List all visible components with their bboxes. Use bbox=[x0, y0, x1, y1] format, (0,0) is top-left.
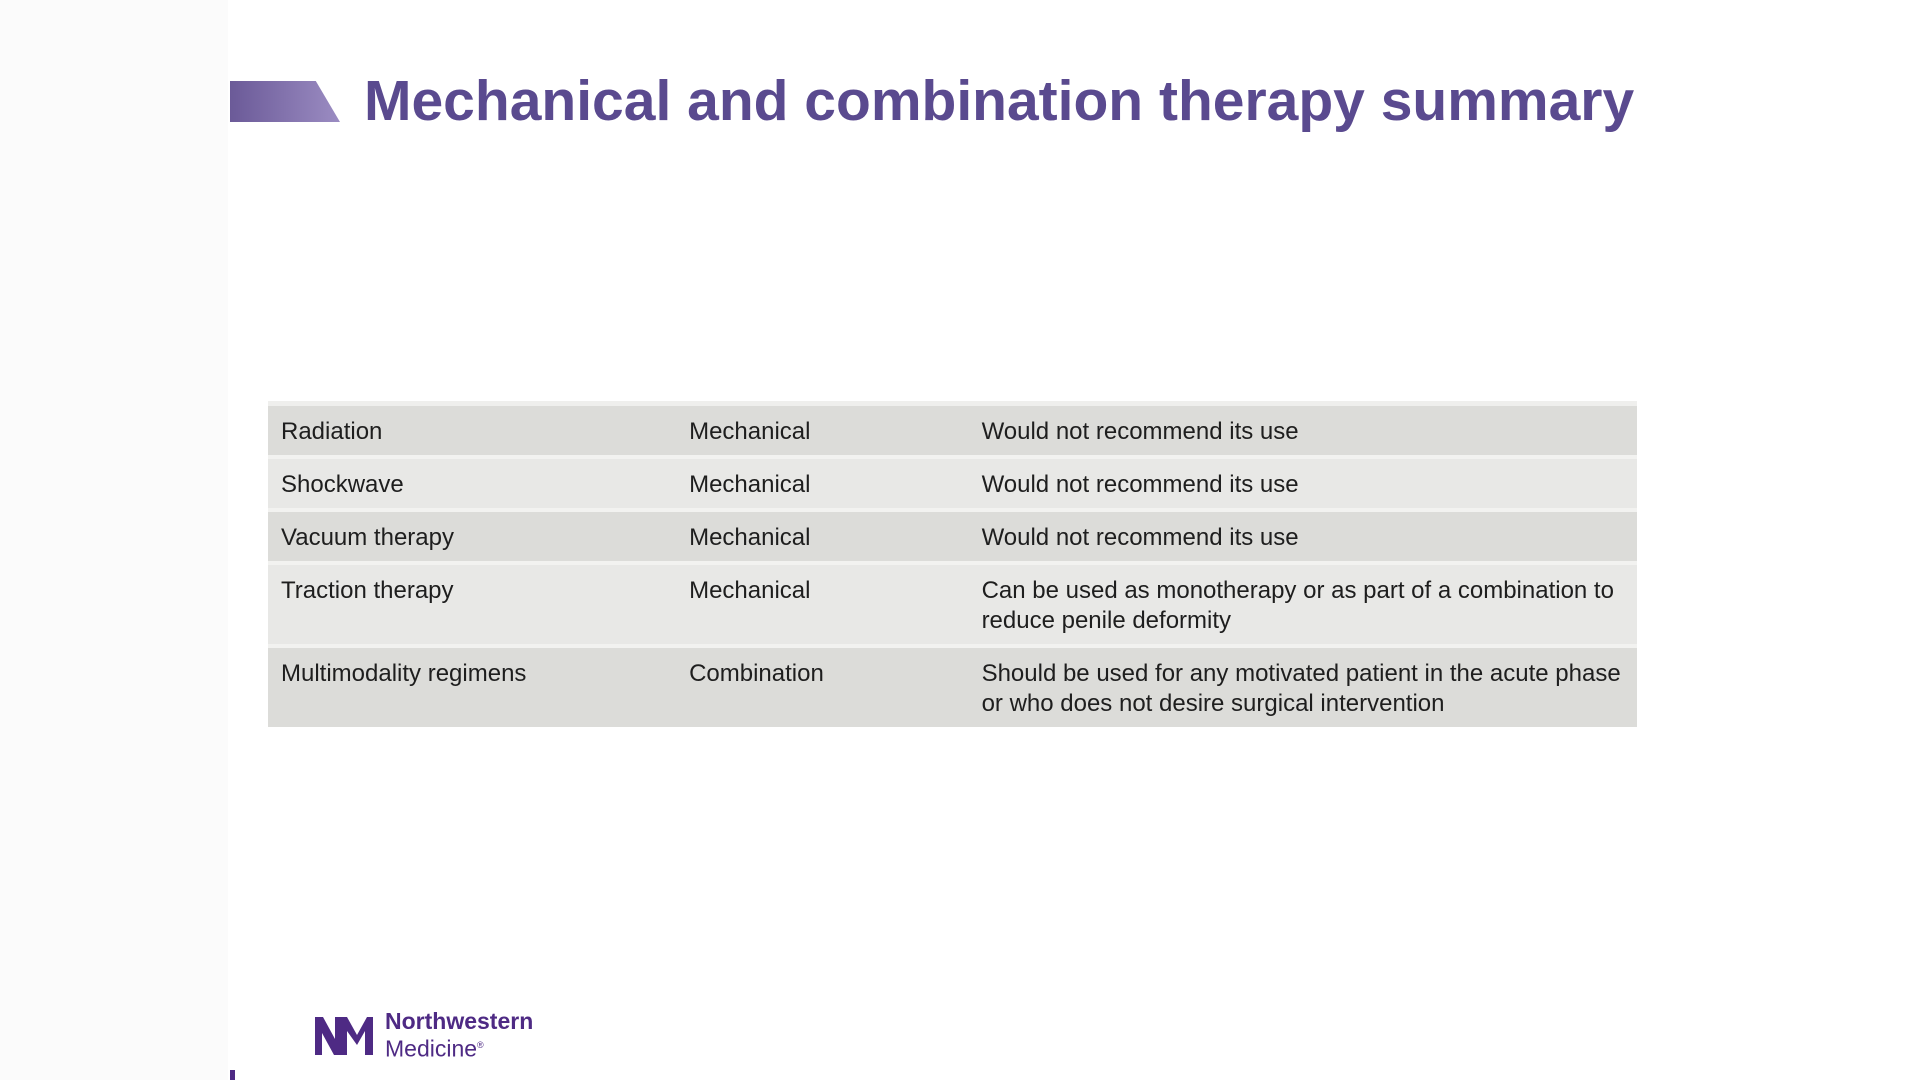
table-row bbox=[268, 646, 1637, 727]
recommendation-cell: Can be used as monotherapy or as part of a combination to reduce penile deformity bbox=[981, 577, 1614, 634]
type-cell: Mechanical bbox=[689, 471, 811, 498]
nm-monogram-icon bbox=[313, 1013, 375, 1057]
treatment-cell: Radiation bbox=[281, 418, 383, 445]
slide-title: Mechanical and combination therapy summary bbox=[364, 69, 1635, 133]
type-cell: Combination bbox=[689, 660, 824, 687]
recommendation-cell: Would not recommend its use bbox=[981, 524, 1299, 551]
registered-mark: ® bbox=[477, 1040, 484, 1051]
logo-line2 bbox=[385, 1033, 533, 1061]
table-row bbox=[268, 510, 1637, 563]
therapy-summary-table bbox=[268, 401, 1637, 727]
treatment-cell: Traction therapy bbox=[281, 577, 454, 604]
type-cell: Mechanical bbox=[689, 577, 811, 604]
treatment-cell: Multimodality regimens bbox=[281, 660, 527, 687]
table-row bbox=[268, 563, 1637, 646]
corner-mark bbox=[230, 1070, 235, 1080]
recommendation-cell: Would not recommend its use bbox=[981, 471, 1299, 498]
treatment-cell: Vacuum therapy bbox=[281, 524, 454, 551]
type-cell: Mechanical bbox=[689, 524, 811, 551]
table-row bbox=[268, 404, 1637, 458]
logo-wordmark bbox=[385, 1009, 533, 1061]
title-accent-bar bbox=[230, 81, 340, 122]
treatment-cell: Shockwave bbox=[281, 471, 404, 498]
logo-line2-text: Medicine bbox=[385, 1035, 478, 1062]
recommendation-cell: Should be used for any motivated patient in the acute phase or who does not desire surgical intervention bbox=[981, 660, 1621, 717]
type-cell: Mechanical bbox=[689, 418, 811, 445]
recommendation-cell: Would not recommend its use bbox=[981, 418, 1299, 445]
left-gutter bbox=[0, 0, 228, 1080]
table-row bbox=[268, 457, 1637, 510]
northwestern-medicine-logo bbox=[313, 1008, 534, 1062]
logo-line1: Northwestern bbox=[385, 1008, 534, 1035]
